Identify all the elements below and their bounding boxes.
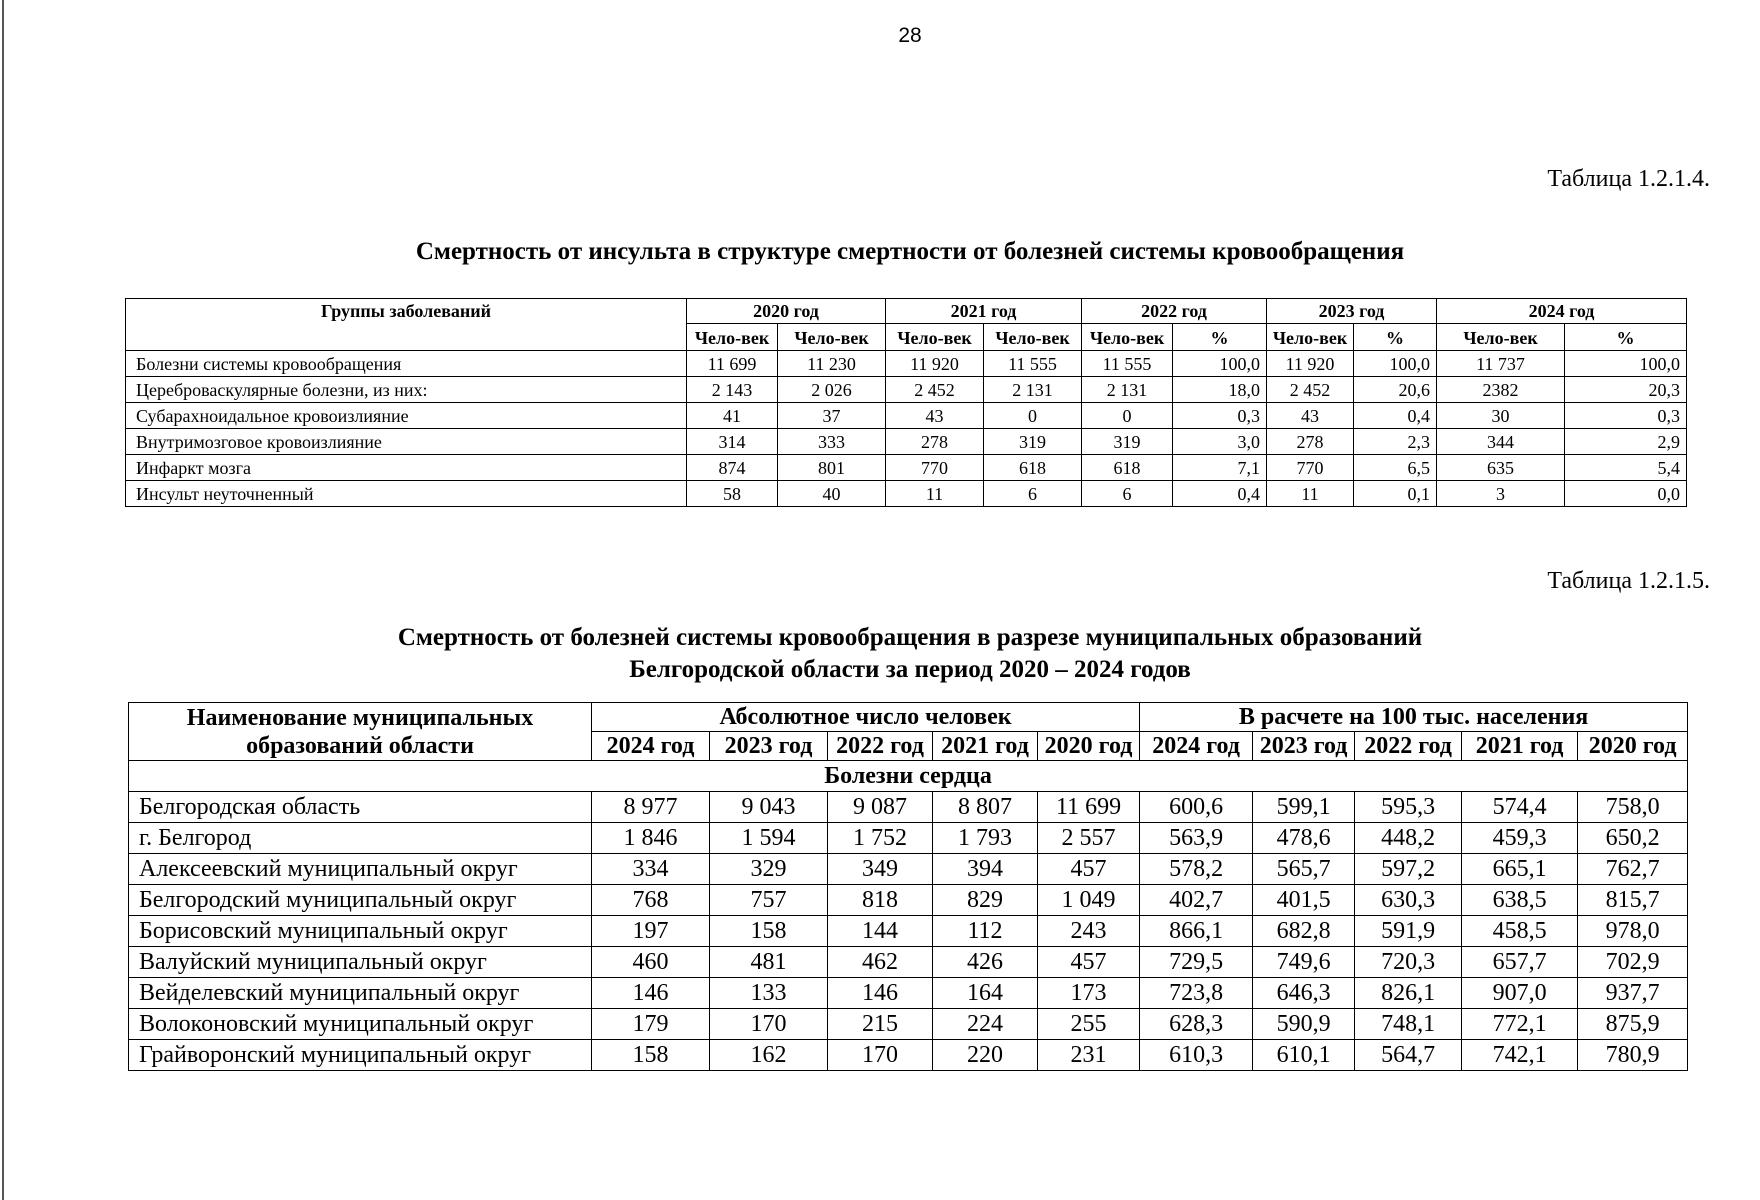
table1-persons-header: Чело-век [1082, 324, 1173, 351]
table-cell: 597,2 [1355, 854, 1462, 885]
table-cell: 2 452 [886, 377, 984, 403]
table-cell: 11 [886, 481, 984, 507]
table-cell: 334 [592, 854, 710, 885]
table-cell: 742,1 [1462, 1040, 1578, 1071]
table2-year-header: 2021 год [933, 732, 1038, 761]
table-cell: 563,9 [1140, 823, 1253, 854]
table1-percent-header: % [1565, 324, 1687, 351]
table-cell: 394 [933, 854, 1038, 885]
table-cell: 978,0 [1578, 916, 1688, 947]
table-cell: 574,4 [1462, 792, 1578, 823]
table-cell: 231 [1038, 1040, 1140, 1071]
table-cell: 6 [1082, 481, 1173, 507]
table-cell: 2 143 [687, 377, 778, 403]
table-cell: 628,3 [1140, 1009, 1253, 1040]
disease-group-name: Болезни системы кровообращения [126, 351, 687, 377]
table-cell: 11 555 [1082, 351, 1173, 377]
table-cell: 600,6 [1140, 792, 1253, 823]
table-cell: 319 [984, 429, 1082, 455]
table2-year-header: 2023 год [710, 732, 828, 761]
table-cell: 0 [984, 403, 1082, 429]
table-row [129, 978, 1688, 1009]
table-cell: 907,0 [1462, 978, 1578, 1009]
table-cell: 770 [886, 455, 984, 481]
table-cell: 9 087 [828, 792, 933, 823]
table2-section-row [129, 761, 1688, 792]
table-cell: 11 920 [1267, 351, 1354, 377]
table-cell: 0,4 [1354, 403, 1437, 429]
table2-year-header: 2024 год [592, 732, 710, 761]
disease-group-name: Субарахноидальное кровоизлияние [126, 403, 687, 429]
table-cell: 37 [778, 403, 886, 429]
table-cell: 1 752 [828, 823, 933, 854]
table-cell: 3,0 [1173, 429, 1267, 455]
table-cell: 314 [687, 429, 778, 455]
table-cell: 1 594 [710, 823, 828, 854]
table-cell: 319 [1082, 429, 1173, 455]
table-cell: 665,1 [1462, 854, 1578, 885]
table-cell: 278 [886, 429, 984, 455]
table-cell: 43 [886, 403, 984, 429]
table-cell: 2 131 [984, 377, 1082, 403]
table-cell: 333 [778, 429, 886, 455]
table1-year-header: 2024 год [1437, 299, 1687, 324]
table-cell: 646,3 [1253, 978, 1355, 1009]
table-cell: 826,1 [1355, 978, 1462, 1009]
table-cell: 146 [592, 978, 710, 1009]
table-cell: 2 026 [778, 377, 886, 403]
table-cell: 748,1 [1355, 1009, 1462, 1040]
table-cell: 599,1 [1253, 792, 1355, 823]
table2-title-line1: Смертность от болезней системы кровообращения в разрезе муниципальных образований [397, 624, 1423, 651]
table-cell: 20,3 [1565, 377, 1687, 403]
table2-year-header: 2022 год [828, 732, 933, 761]
table-cell: 630,3 [1355, 885, 1462, 916]
table-cell: 215 [828, 1009, 933, 1040]
table-cell: 0,0 [1565, 481, 1687, 507]
table-cell: 402,7 [1140, 885, 1253, 916]
table-row [129, 823, 1688, 854]
table-cell: 11 699 [687, 351, 778, 377]
disease-group-name: Внутримозговое кровоизлияние [126, 429, 687, 455]
table2-rate-header: В расчете на 100 тыс. населения [1140, 703, 1688, 732]
table-cell: 11 [1267, 481, 1354, 507]
table-cell: 255 [1038, 1009, 1140, 1040]
table-cell: 1 846 [592, 823, 710, 854]
table1-persons-header: Чело-век [778, 324, 886, 351]
table-cell: 875,9 [1578, 1009, 1688, 1040]
table-row [126, 429, 1687, 455]
table-cell: 0 [1082, 403, 1173, 429]
table2-year-header: 2023 год [1253, 732, 1355, 761]
table1-label: Таблица 1.2.1.4. [1547, 166, 1710, 192]
table-cell: 173 [1038, 978, 1140, 1009]
table-row [129, 916, 1688, 947]
table2-label: Таблица 1.2.1.5. [1547, 568, 1710, 594]
table-cell: 401,5 [1253, 885, 1355, 916]
table-cell: 937,7 [1578, 978, 1688, 1009]
table-cell: 9 043 [710, 792, 828, 823]
table-cell: 329 [710, 854, 828, 885]
table-cell: 729,5 [1140, 947, 1253, 978]
table1-group-header: Группы заболеваний [126, 299, 687, 351]
municipality-name: Вейделевский муниципальный округ [129, 978, 592, 1009]
table-row [126, 481, 1687, 507]
table-cell: 40 [778, 481, 886, 507]
table-cell: 481 [710, 947, 828, 978]
table-cell: 220 [933, 1040, 1038, 1071]
table-cell: 829 [933, 885, 1038, 916]
table-cell: 133 [710, 978, 828, 1009]
table-cell: 650,2 [1578, 823, 1688, 854]
table-cell: 2 452 [1267, 377, 1354, 403]
table-cell: 768 [592, 885, 710, 916]
table-cell: 170 [710, 1009, 828, 1040]
table-row [129, 947, 1688, 978]
table1-persons-header: Чело-век [984, 324, 1082, 351]
table-cell: 448,2 [1355, 823, 1462, 854]
table1-title: Смертность от инсульта в структуре смертности от болезней системы кровообращения [415, 238, 1405, 265]
table-cell: 1 793 [933, 823, 1038, 854]
table-cell: 720,3 [1355, 947, 1462, 978]
table-cell: 564,7 [1355, 1040, 1462, 1071]
table-cell: 11 920 [886, 351, 984, 377]
table-cell: 1 049 [1038, 885, 1140, 916]
table1-year-header: 2020 год [687, 299, 886, 324]
table-cell: 818 [828, 885, 933, 916]
table-cell: 758,0 [1578, 792, 1688, 823]
table-row [129, 885, 1688, 916]
municipality-name: Грайворонский муниципальный округ [129, 1040, 592, 1071]
municipality-name: Волоконовский муниципальный округ [129, 1009, 592, 1040]
table2-year-header: 2024 год [1140, 732, 1253, 761]
table-cell: 278 [1267, 429, 1354, 455]
table1-year-header-row [126, 299, 1687, 324]
table-cell: 2382 [1437, 377, 1565, 403]
table-cell: 5,4 [1565, 455, 1687, 481]
table1-percent-header: % [1354, 324, 1437, 351]
table-cell: 158 [710, 916, 828, 947]
table-cell: 11 737 [1437, 351, 1565, 377]
table-cell: 610,1 [1253, 1040, 1355, 1071]
table-cell: 610,3 [1140, 1040, 1253, 1071]
table1-persons-header: Чело-век [687, 324, 778, 351]
table-row [126, 455, 1687, 481]
table-cell: 179 [592, 1009, 710, 1040]
table-cell: 3 [1437, 481, 1565, 507]
table-cell: 344 [1437, 429, 1565, 455]
table-cell: 578,2 [1140, 854, 1253, 885]
table-cell: 2,9 [1565, 429, 1687, 455]
table-cell: 657,7 [1462, 947, 1578, 978]
table2-title [0, 622, 1760, 686]
table1-persons-header: Чело-век [1267, 324, 1354, 351]
table2-year-header: 2020 год [1038, 732, 1140, 761]
table-cell: 43 [1267, 403, 1354, 429]
table-cell: 164 [933, 978, 1038, 1009]
table-cell: 770 [1267, 455, 1354, 481]
table-cell: 162 [710, 1040, 828, 1071]
table-cell: 462 [828, 947, 933, 978]
table-cell: 158 [592, 1040, 710, 1071]
table-cell: 0,3 [1173, 403, 1267, 429]
table2-year-header: 2022 год [1355, 732, 1462, 761]
municipality-name: г. Белгород [129, 823, 592, 854]
table-row [129, 1040, 1688, 1071]
table-cell: 30 [1437, 403, 1565, 429]
table-row [126, 377, 1687, 403]
table-cell: 0,1 [1354, 481, 1437, 507]
table1-percent-header: % [1173, 324, 1267, 351]
table-cell: 2,3 [1354, 429, 1437, 455]
table-cell: 11 230 [778, 351, 886, 377]
table-cell: 618 [984, 455, 1082, 481]
table-cell: 58 [687, 481, 778, 507]
table-cell: 8 977 [592, 792, 710, 823]
table1-year-header: 2023 год [1267, 299, 1437, 324]
table-cell: 224 [933, 1009, 1038, 1040]
table-cell: 723,8 [1140, 978, 1253, 1009]
table-cell: 618 [1082, 455, 1173, 481]
table-cell: 6,5 [1354, 455, 1437, 481]
table-cell: 426 [933, 947, 1038, 978]
table-cell: 457 [1038, 854, 1140, 885]
table-cell: 0,4 [1173, 481, 1267, 507]
table1-persons-header: Чело-век [886, 324, 984, 351]
disease-group-name: Инфаркт мозга [126, 455, 687, 481]
table2-title-line2: Белгородской области за период 2020 – 2024 годов [629, 656, 1191, 683]
table-cell: 112 [933, 916, 1038, 947]
table-cell: 772,1 [1462, 1009, 1578, 1040]
table2-name-header: Наименование муниципальных образований области [129, 703, 592, 761]
table2-year-header: 2021 год [1462, 732, 1578, 761]
table-row [126, 351, 1687, 377]
table-cell: 874 [687, 455, 778, 481]
municipal-mortality-table [128, 702, 1688, 1071]
table-cell: 7,1 [1173, 455, 1267, 481]
municipality-name: Белгородский муниципальный округ [129, 885, 592, 916]
table-cell: 762,7 [1578, 854, 1688, 885]
table-row [129, 1009, 1688, 1040]
table-cell: 146 [828, 978, 933, 1009]
table-cell: 0,3 [1565, 403, 1687, 429]
table-cell: 749,6 [1253, 947, 1355, 978]
table-cell: 590,9 [1253, 1009, 1355, 1040]
page-number: 28 [898, 24, 922, 47]
municipality-name: Борисовский муниципальный округ [129, 916, 592, 947]
table-cell: 478,6 [1253, 823, 1355, 854]
table-cell: 2 557 [1038, 823, 1140, 854]
municipality-name: Валуйский муниципальный округ [129, 947, 592, 978]
table-cell: 8 807 [933, 792, 1038, 823]
table-cell: 2 131 [1082, 377, 1173, 403]
table-cell: 459,3 [1462, 823, 1578, 854]
stroke-mortality-table [125, 298, 1687, 507]
table-cell: 682,8 [1253, 916, 1355, 947]
table-cell: 866,1 [1140, 916, 1253, 947]
table-cell: 243 [1038, 916, 1140, 947]
table-cell: 20,6 [1354, 377, 1437, 403]
table-row [129, 792, 1688, 823]
scan-edge-line [2, 0, 4, 1200]
table-cell: 457 [1038, 947, 1140, 978]
table2-group-header-row [129, 703, 1688, 732]
table-cell: 18,0 [1173, 377, 1267, 403]
table-cell: 702,9 [1578, 947, 1688, 978]
table1-year-header: 2021 год [886, 299, 1082, 324]
table-cell: 815,7 [1578, 885, 1688, 916]
table-cell: 801 [778, 455, 886, 481]
table-row [126, 403, 1687, 429]
table-cell: 565,7 [1253, 854, 1355, 885]
table-cell: 11 555 [984, 351, 1082, 377]
table2-year-header: 2020 год [1578, 732, 1688, 761]
table-cell: 144 [828, 916, 933, 947]
municipality-name: Белгородская область [129, 792, 592, 823]
table2-absolute-header: Абсолютное число человек [592, 703, 1140, 732]
section-heading-heart-diseases: Болезни сердца [129, 761, 1688, 792]
table1-year-header: 2022 год [1082, 299, 1267, 324]
table1-persons-header: Чело-век [1437, 324, 1565, 351]
municipality-name: Алексеевский муниципальный округ [129, 854, 592, 885]
disease-group-name: Цереброваскулярные болезни, из них: [126, 377, 687, 403]
table-cell: 11 699 [1038, 792, 1140, 823]
table-cell: 635 [1437, 455, 1565, 481]
table-cell: 458,5 [1462, 916, 1578, 947]
table-cell: 197 [592, 916, 710, 947]
disease-group-name: Инсульт неуточненный [126, 481, 687, 507]
table-cell: 591,9 [1355, 916, 1462, 947]
table-cell: 6 [984, 481, 1082, 507]
table-cell: 100,0 [1354, 351, 1437, 377]
table-cell: 460 [592, 947, 710, 978]
table-cell: 595,3 [1355, 792, 1462, 823]
table-cell: 170 [828, 1040, 933, 1071]
table-cell: 780,9 [1578, 1040, 1688, 1071]
table-row [129, 854, 1688, 885]
table-cell: 349 [828, 854, 933, 885]
table-cell: 41 [687, 403, 778, 429]
table-cell: 638,5 [1462, 885, 1578, 916]
table-cell: 100,0 [1173, 351, 1267, 377]
table-cell: 100,0 [1565, 351, 1687, 377]
table-cell: 757 [710, 885, 828, 916]
